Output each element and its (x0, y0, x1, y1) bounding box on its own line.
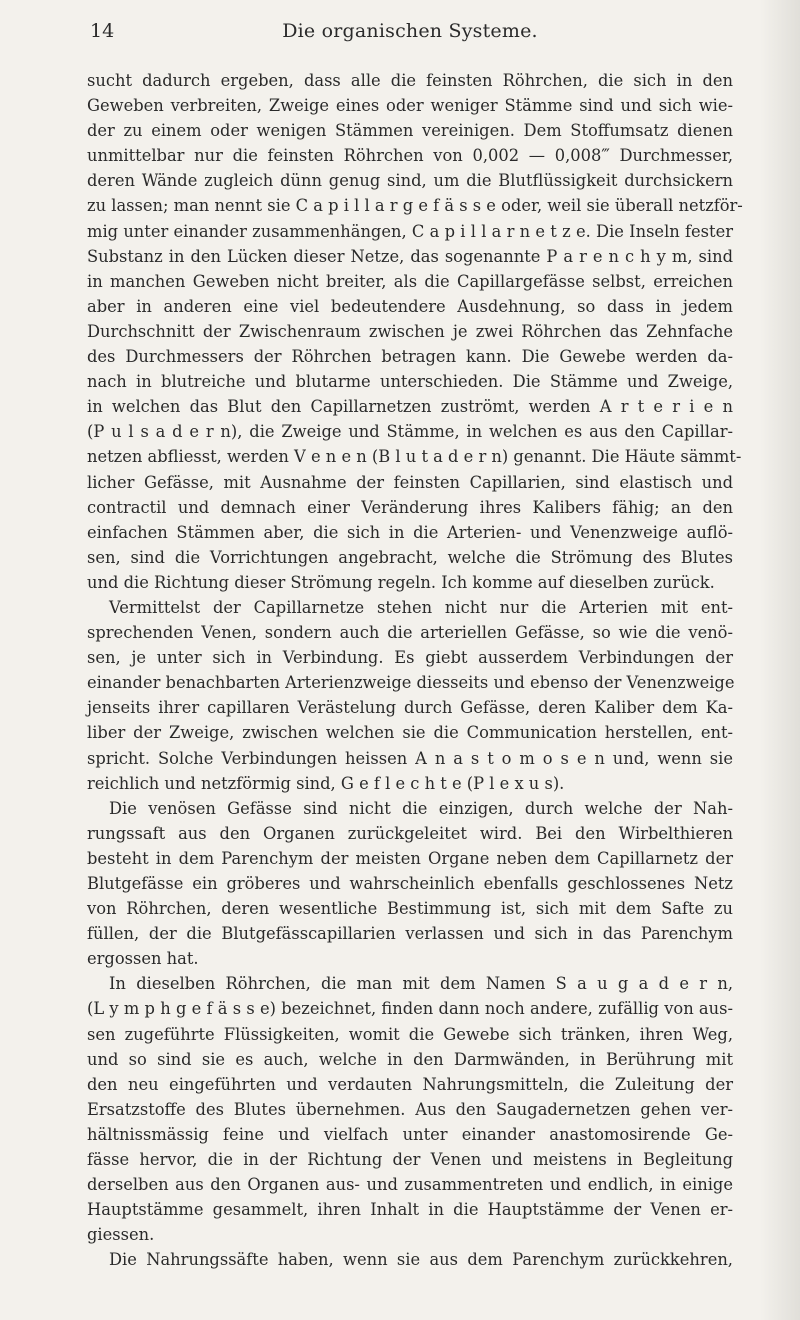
text-line: In dieselben Röhrchen, die man mit dem Namen S a u g a d e r n, (109, 974, 733, 994)
page-number: 14 (90, 20, 115, 42)
text-line: Durchschnitt der Zwischenraum zwischen je zwei Röhrchen das Zehnfache (87, 321, 733, 341)
text-line: in welchen das Blut den Capillarnetzen zuströmt, werden A r t e r i e n (87, 397, 733, 417)
text-line: und so sind sie es auch, welche in den Darmwänden, in Berührung mit (87, 1049, 733, 1069)
text-line: einander benachbarten Arterienzweige diesseits und ebenso der Venenzweige (87, 673, 735, 693)
text-line: füllen, der die Blutgefässcapillarien verlassen und sich in das Parenchym (87, 924, 733, 944)
text-line: ergossen hat. (87, 949, 199, 969)
text-line: Ersatzstoffe des Blutes übernehmen. Aus den Saugadernetzen gehen ver- (87, 1099, 733, 1119)
text-line: spricht. Solche Verbindungen heissen A n a s t o m o s e n und, wenn sie (87, 748, 733, 768)
text-line: hältnissmässig feine und vielfach unter einander anastomosirende Ge- (87, 1124, 733, 1144)
text-line: Substanz in den Lücken dieser Netze, das sogenannte P a r e n c h y m, sind (87, 246, 733, 266)
text-line: der zu einem oder wenigen Stämmen vereinigen. Dem Stoffumsatz dienen (87, 121, 733, 141)
text-line: deren Wände zugleich dünn genug sind, um die Blutflüssigkeit durchsickern (87, 171, 733, 191)
text-line: (P u l s a d e r n), die Zweige und Stämme, in welchen es aus den Capillar- (87, 422, 733, 442)
text-line: Die venösen Gefässe sind nicht die einzigen, durch welche der Nah- (109, 798, 733, 818)
page-header (90, 16, 730, 46)
text-line: jenseits ihrer capillaren Verästelung durch Gefässe, deren Kaliber dem Ka- (87, 698, 733, 718)
text-line: netzen abfliesst, werden V e n e n (B l u t a d e r n) genannt. Die Häute sämmt- (87, 447, 742, 467)
text-line: einfachen Stämmen aber, die sich in die Arterien- und Venenzweige auflö- (87, 522, 733, 542)
text-line: sen zugeführte Flüssigkeiten, womit die Gewebe sich tränken, ihren Weg, (87, 1024, 733, 1044)
text-line: (L y m p h g e f ä s s e) bezeichnet, finden dann noch andere, zufällig von aus- (87, 999, 733, 1019)
text-line: fässe hervor, die in der Richtung der Venen und meistens in Begleitung (87, 1150, 733, 1170)
text-line: sucht dadurch ergeben, dass alle die feinsten Röhrchen, die sich in den (87, 71, 733, 90)
text-line: reichlich und netzförmig sind, G e f l e c h t e (P l e x u s). (87, 773, 565, 793)
text-line: und die Richtung dieser Strömung regeln. Ich komme auf dieselben zurück. (87, 572, 715, 592)
text-line: Geweben verbreiten, Zweige eines oder weniger Stämme sind und sich wie- (87, 96, 733, 116)
text-line: besteht in dem Parenchym der meisten Organe neben dem Capillarnetz der (87, 848, 733, 868)
text-line: in manchen Geweben nicht breiter, als die Capillargefässe selbst, erreichen (87, 271, 733, 291)
text-line: Vermittelst der Capillarnetze stehen nicht nur die Arterien mit ent- (109, 597, 733, 617)
page-edge-shadow (760, 0, 800, 1320)
text-line: Hauptstämme gesammelt, ihren Inhalt in die Hauptstämme der Venen er- (87, 1200, 733, 1220)
text-line: sen, sind die Vorrichtungen angebracht, welche die Strömung des Blutes (87, 547, 733, 567)
text-line: unmittelbar nur die feinsten Röhrchen von 0,002 — 0,008‴ Durchmesser, (87, 146, 733, 166)
text-line: Blutgefässe ein gröberes und wahrscheinlich ebenfalls geschlossenes Netz (87, 874, 733, 893)
text-line: contractil und demnach einer Veränderung ihres Kalibers fähig; an den (87, 497, 733, 517)
text-line: Die Nahrungssäfte haben, wenn sie aus dem Parenchym zurückkehren, (109, 1250, 733, 1270)
text-line: derselben aus den Organen aus- und zusammentreten und endlich, in einige (87, 1175, 733, 1195)
text-line: aber in anderen eine viel bedeutendere Ausdehnung, so dass in jedem (87, 296, 733, 316)
text-line: den neu eingeführten und verdauten Nahrungsmitteln, die Zuleitung der (87, 1074, 733, 1094)
text-line: von Röhrchen, deren wesentliche Bestimmung ist, sich mit dem Safte zu (87, 899, 733, 919)
text-line: liber der Zweige, zwischen welchen sie die Communication herstellen, ent- (87, 723, 733, 743)
body-text (87, 68, 743, 1273)
text-line: giessen. (87, 1225, 155, 1245)
text-line: sen, je unter sich in Verbindung. Es giebt ausserdem Verbindungen der (87, 648, 733, 668)
text-line: rungssaft aus den Organen zurückgeleitet wird. Bei den Wirbelthieren (87, 823, 733, 843)
text-line: sprechenden Venen, sondern auch die arteriellen Gefässe, so wie die venö- (87, 623, 733, 643)
running-head: Die organischen Systeme. (282, 20, 538, 42)
text-line: zu lassen; man nennt sie C a p i l l a r g e f ä s s e oder, weil sie überall netzför- (87, 196, 743, 216)
text-line: licher Gefässe, mit Ausnahme der feinsten Capillarien, sind elastisch und (87, 472, 733, 492)
text-line: des Durchmessers der Röhrchen betragen kann. Die Gewebe werden da- (87, 347, 733, 367)
text-line: mig unter einander zusammenhängen, C a p i l l a r n e t z e. Die Inseln fester (87, 221, 733, 241)
text-line: nach in blutreiche und blutarme unterschieden. Die Stämme und Zweige, (87, 372, 733, 392)
